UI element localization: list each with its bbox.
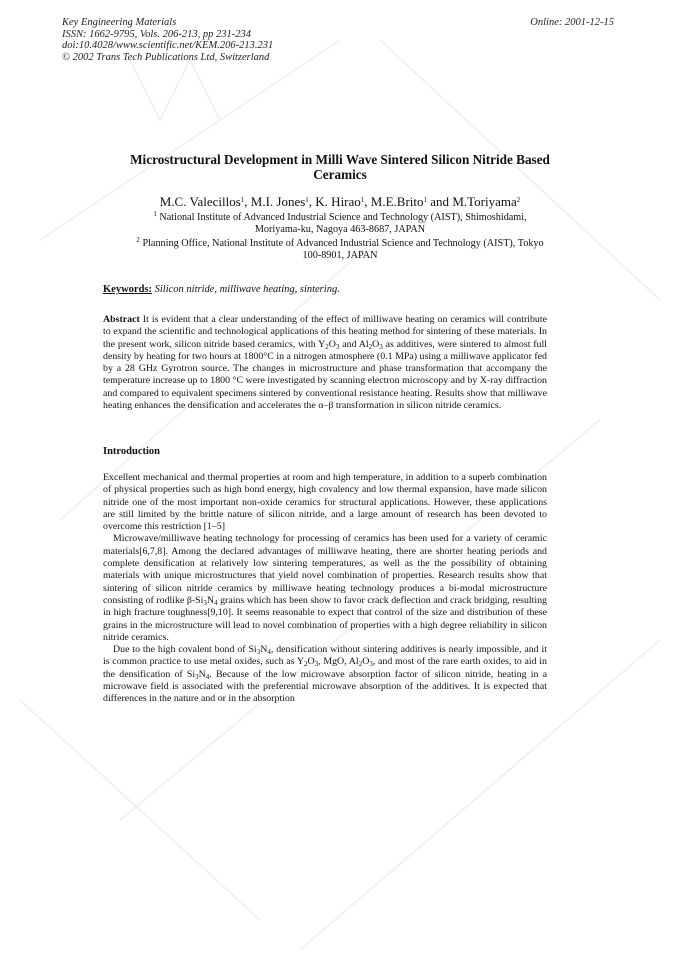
abstract-text: O (328, 338, 336, 350)
affiliation-line: National Institute of Advanced Industrial Science and Technology (AIST), Shimoshidami, (156, 212, 527, 223)
section-heading-introduction: Introduction (103, 446, 160, 457)
author-separator: , (244, 194, 251, 209)
affiliation-line: 100-8901, JAPAN (302, 250, 378, 262)
paragraph-text: Due to the high covalent bond of Si (113, 644, 257, 656)
author-name: M.I. Jones (250, 194, 306, 209)
introduction-body (103, 472, 547, 706)
author-affiliation-mark: 1 (423, 196, 428, 204)
subscript: 2 (303, 660, 308, 669)
intro-paragraph-3 (103, 644, 547, 705)
author-name: M.E.Brito (370, 194, 424, 209)
intro-paragraph-1: Excellent mechanical and thermal properties at room and high temperature, in addition to a superb combination of physical properties such as high bond energy, high covalency and low thermal expansion, have made silicon nitride one of the most important non-oxide ceramics for structural applications. However, these applications are still limited by the brittle nature of silicon nitride, and a large amount of research has been devoted to overcome this restriction [1–5] (103, 472, 547, 533)
abstract-text: O (372, 338, 380, 350)
subscript: 3 (369, 660, 373, 669)
author-name: K. Hirao (315, 194, 361, 209)
subscript: 3 (195, 672, 199, 681)
paragraph-text: O (362, 656, 370, 668)
affiliation-line: Planning Office, National Institute of Advanced Industrial Science and Technology (AIST), Tokyo (139, 238, 544, 249)
subscript: 3 (256, 648, 261, 657)
journal-name: Key Engineering Materials (62, 17, 177, 28)
subscript: 2 (368, 342, 373, 351)
author-separator: , (308, 194, 316, 209)
author-affiliation-mark: 2 (516, 196, 521, 204)
paragraph-text: , MgO, Al (318, 656, 359, 668)
subscript: 4 (267, 648, 271, 657)
subscript: 3 (379, 342, 383, 351)
title-line-2: Ceramics (313, 167, 367, 182)
paragraph-text: N (206, 594, 215, 606)
subscript: 2 (325, 342, 329, 351)
abstract-text: It is evident that a clear understanding of the effect of milliwave heating on ceramics will contribute to expand the scientific and technological applications of this heating method for sintering of these materials. In the present work, silicon nitride based ceramics, with Y (103, 314, 547, 350)
author-affiliation-mark: 1 (360, 196, 365, 204)
subscript: 4 (214, 598, 218, 607)
author-affiliation-mark: 1 (240, 196, 245, 204)
doi-line: doi:10.4028/www.scientific.net/KEM.206-213.231 (62, 40, 274, 51)
paragraph-text: , and most of the rare earth oxides, to aid in the densification of Si (103, 656, 547, 680)
affiliation-number: 1 (153, 210, 157, 218)
abstract-label: Abstract (103, 314, 140, 325)
abstract (103, 314, 547, 412)
copyright-line: © 2002 Trans Tech Publications Ltd, Switzerland (62, 51, 270, 63)
abstract-text: and Al (339, 338, 369, 350)
author-separator: , (364, 194, 371, 209)
paragraph-text: grains which has been show to favor crack deflection and crack bridging, resulting in high fracture toughness[9,10]. It seems reasonable to expect that control of the size and distribution of these grains in the microstructure will lead to novel combination of properties with a high degree reliability in silicon nitride ceramics. (103, 594, 547, 643)
intro-paragraph-2 (103, 533, 547, 644)
affiliation-1 (100, 212, 580, 236)
author-name: M.C. Valecillos (159, 194, 241, 209)
paragraph-text: Microwave/milliwave heating technology for processing of ceramics has been used for a variety of ceramic materials[6,7,8]. Among the declared advantages of milliwave heating, there are shorter heating periods and complete densification at relatively low sintering temperatures, as well as the the possibility of obtaining materials with unique microstructures that yield novel combination of properties. Research results show that sintering of silicon nitride ceramics by milliwave heating technology produces a bi-modal microstructure consisting of rodlike β-Si (103, 533, 547, 606)
subscript: 3 (203, 598, 207, 607)
paragraph-text: O (307, 656, 315, 668)
author-affiliation-mark: 1 (305, 196, 309, 204)
affiliation-line: Moriyama-ku, Nagoya 463-8687, JAPAN (254, 224, 426, 236)
paragraph-text: , densification without sintering additives is nearly impossible, and it is common practice to use metal oxides, such as Y (103, 644, 548, 668)
affiliation-number: 2 (136, 236, 140, 244)
subscript: 2 (358, 660, 363, 669)
keywords (103, 284, 340, 295)
title-line-1: Microstructural Development in Milli Wave Sintered Silicon Nitride Based (130, 152, 550, 167)
paragraph-text: N (260, 644, 268, 656)
subscript: 4 (205, 672, 210, 681)
author-name: M.Toriyama (452, 194, 517, 209)
keywords-label: Keywords: (103, 284, 152, 295)
author-conjunction: and (427, 194, 453, 209)
author-list (100, 194, 580, 210)
keywords-text: Silicon nitride, milliwave heating, sintering. (152, 284, 340, 295)
journal-header (62, 17, 273, 63)
abstract-text: as additives, were sintered to almost full density by heating for two hours at 1800°C in a nitrogen atmosphere (0.1 MPa) using a milliwave applicator fed by a 28 GHz Gyrotron source. The changes in microstructure and phase transformation that accompany the temperature increase up to 1800 °C were investigated by scanning electron microscopy and by X-ray diffraction and compared to equivalent specimens sintered by conventional resistance heating. Results show that milliwave heating enhances the densification and accelerates the α–β transformation in silicon nitride ceramics. (103, 338, 547, 412)
paragraph-text: . Because of the low microwave absorption factor of silicon nitride, heating in a microwave field is associated with the preferential microwave absorption of the additives. It is expected that differences in the nature and or in the absorption (103, 668, 547, 705)
paragraph-text: N (198, 668, 206, 680)
subscript: 3 (314, 660, 319, 669)
paper-title (100, 152, 580, 182)
affiliation-2 (100, 238, 580, 262)
online-date: Online: 2001-12-15 (530, 17, 614, 28)
issn-line: ISSN: 1662-9795, Vols. 206-213, pp 231-234 (62, 28, 251, 40)
subscript: 3 (335, 342, 340, 351)
